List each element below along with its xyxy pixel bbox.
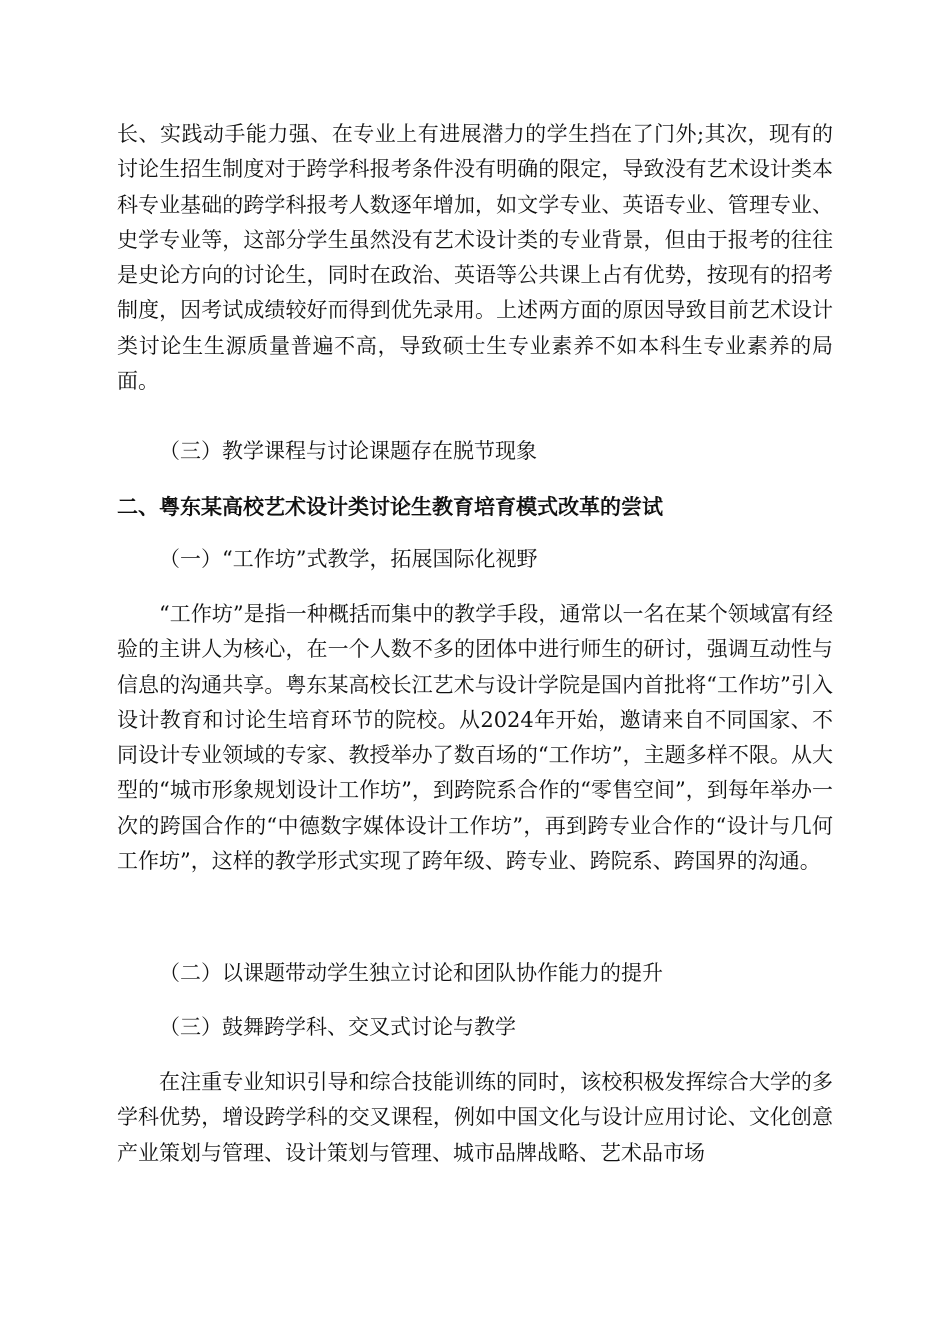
paragraph-interdisciplinary: 在注重专业知识引导和综合技能训练的同时，该校积极发挥综合大学的多学科优势，增设跨学科的交叉课程，例如中国文化与设计应用讨论、文化创意产业策划与管理、设计策划与管理、城市品牌战略、艺术品市场 <box>117 1070 833 1165</box>
subheading-course-disconnect: （三）教学课程与讨论课题存在脱节现象 <box>159 439 537 463</box>
paragraph-workshop: “工作坊”是指一种概括而集中的教学手段，通常以一名在某个领域富有经验的主讲人为核心，在一个人数不多的团体中进行师生的研讨，强调互动性与信息的沟通共享。粤东某高校长江艺术与设计学院是国内首批将“工作坊”引入设计教育和讨论生培育环节的院校。从2024年开始，邀请来自不同国家、不同设计专业领域的专家、教授举办了数百场的“工作坊”，主题多样不限。从大型的“城市形象规划设计工作坊”，到跨院系合作的“零售空间”，到每年举办一次的跨国合作的“中德数字媒体设计工作坊”，再到跨专业合作的“设计与几何工作坊”，这样的教学形式实现了跨年级、跨专业、跨院系、跨国界的沟通。 <box>117 602 833 874</box>
subheading-interdisciplinary: （三）鼓舞跨学科、交叉式讨论与教学 <box>159 1015 516 1039</box>
subheading-workshop-teaching: （一）“工作坊”式教学，拓展国际化视野 <box>159 547 538 571</box>
section-heading-reform: 二、粤东某高校艺术设计类讨论生教育培育模式改革的尝试 <box>117 494 663 519</box>
subheading-project-driven: （二）以课题带动学生独立讨论和团队协作能力的提升 <box>159 961 663 985</box>
paragraph-admission-issues: 长、实践动手能力强、在专业上有进展潜力的学生挡在了门外;其次，现有的讨论生招生制度对于跨学科报考条件没有明确的限定，导致没有艺术设计类本科专业基础的跨学科报考人数逐年增加，如文学专业、英语专业、管理专业、史学专业等，这部分学生虽然没有艺术设计类的专业背景，但由于报考的往往是史论方向的讨论生，同时在政治、英语等公共课上占有优势，按现有的招考制度，因考试成绩较好而得到优先录用。上述两方面的原因导致目前艺术设计类讨论生生源质量普遍不高，导致硕士生专业素养不如本科生专业素养的局面。 <box>117 122 833 394</box>
